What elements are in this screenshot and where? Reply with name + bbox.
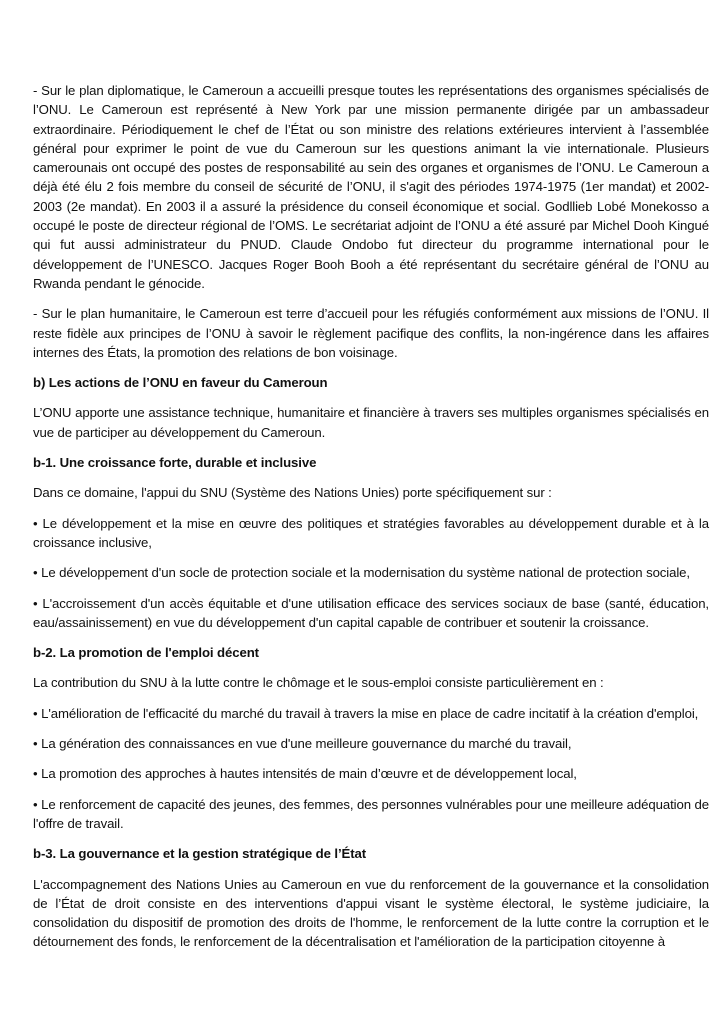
bullet-item: • Le développement et la mise en œuvre des politiques et stratégies favorables au développement durable et à la croissance inclusive,	[33, 515, 709, 550]
bullet-item: • L'accroissement d'un accès équitable et d'une utilisation efficace des services sociaux de base (santé, éducation, eau/assainissement) en vue du développement d'un capital capable de contribuer et soutenir la croissance.	[33, 595, 709, 630]
document-body	[33, 81, 709, 963]
bullet-item: • La génération des connaissances en vue d'une meilleure gouvernance du marché du travail,	[33, 736, 572, 752]
bullet-item: • Le renforcement de capacité des jeunes, des femmes, des personnes vulnérables pour une meilleure adéquation de l'offre de travail.	[33, 796, 709, 831]
paragraph-snu-contribution: La contribution du SNU à la lutte contre le chômage et le sous-emploi consiste particulièrement en :	[33, 675, 604, 691]
paragraph-diplomatic: - Sur le plan diplomatique, le Cameroun a accueilli presque toutes les représentations des organismes spécialisés de l’ONU. Le Cameroun est représenté à New York par une mission permanente dirigée par un ambassadeur extraordinaire. Périodiquement le chef de l’État ou son ministre des relations extérieures intervient à l’assemblée général pour exprimer le point de vue du Cameroun sur les questions animant la vie internationale. Plusieurs camerounais ont occupé des postes de responsabilité au sein des organes et organismes de l’ONU. Le Cameroun a déjà été élu 2 fois membre du conseil de sécurité de l’ONU, il s'agit des périodes 1974-1975 (1er mandat) et 2002-2003 (2e mandat). En 2003 il a assuré la présidence du conseil économique et social. Godllieb Lobé Monekosso a occupé le poste de directeur régional de l’OMS. Le secrétariat adjoint de l’ONU a été assuré par Michel Dooh Kingué qui fut aussi administrateur du PNUD. Claude Ondobo fut directeur du programme international pour le développement de l’UNESCO. Jacques Roger Booh Booh a été représentant du secrétaire général de l’ONU au Rwanda pendant le génocide.	[33, 83, 709, 291]
subheading-emploi: b-2. La promotion de l'emploi décent	[33, 645, 259, 661]
paragraph-accompagnement: L'accompagnement des Nations Unies au Cameroun en vue du renforcement de la gouvernance et la consolidation de l’État de droit consiste en des interventions d'appui visant le système électoral, le système judiciaire, la consolidation du dispositif de promotion des droits de l'homme, le renforcement de la lutte contre la corruption et le détournement des fonds, le renforcement de la décentralisation et l'amélioration de la participation citoyenne à	[33, 876, 709, 950]
bullet-item: • Le développement d'un socle de protection sociale et la modernisation du système national de protection sociale,	[33, 565, 690, 581]
section-heading-onu-actions: b) Les actions de l’ONU en faveur du Cameroun	[33, 375, 328, 391]
paragraph-onu-assistance: L’ONU apporte une assistance technique, humanitaire et financière à travers ses multiples organismes spécialisés en vue de participer au développement du Cameroun.	[33, 405, 709, 440]
bullet-item: • La promotion des approches à hautes intensités de main d’œuvre et de développement local,	[33, 766, 577, 782]
subheading-croissance: b-1. Une croissance forte, durable et inclusive	[33, 455, 317, 471]
paragraph-humanitarian: - Sur le plan humanitaire, le Cameroun est terre d’accueil pour les réfugiés conformément aux missions de l’ONU. Il reste fidèle aux principes de l’ONU à savoir le règlement pacifique des conflits, la non-ingérence dans les affaires internes des États, la promotion des relations de bon voisinage.	[33, 306, 709, 360]
bullet-item: • L'amélioration de l'efficacité du marché du travail à travers la mise en place de cadre incitatif à la création d'emploi,	[33, 705, 699, 721]
subheading-gouvernance: b-3. La gouvernance et la gestion stratégique de l’État	[33, 846, 367, 862]
paragraph-snu-appui: Dans ce domaine, l'appui du SNU (Système des Nations Unies) porte spécifiquement sur :	[33, 485, 552, 501]
